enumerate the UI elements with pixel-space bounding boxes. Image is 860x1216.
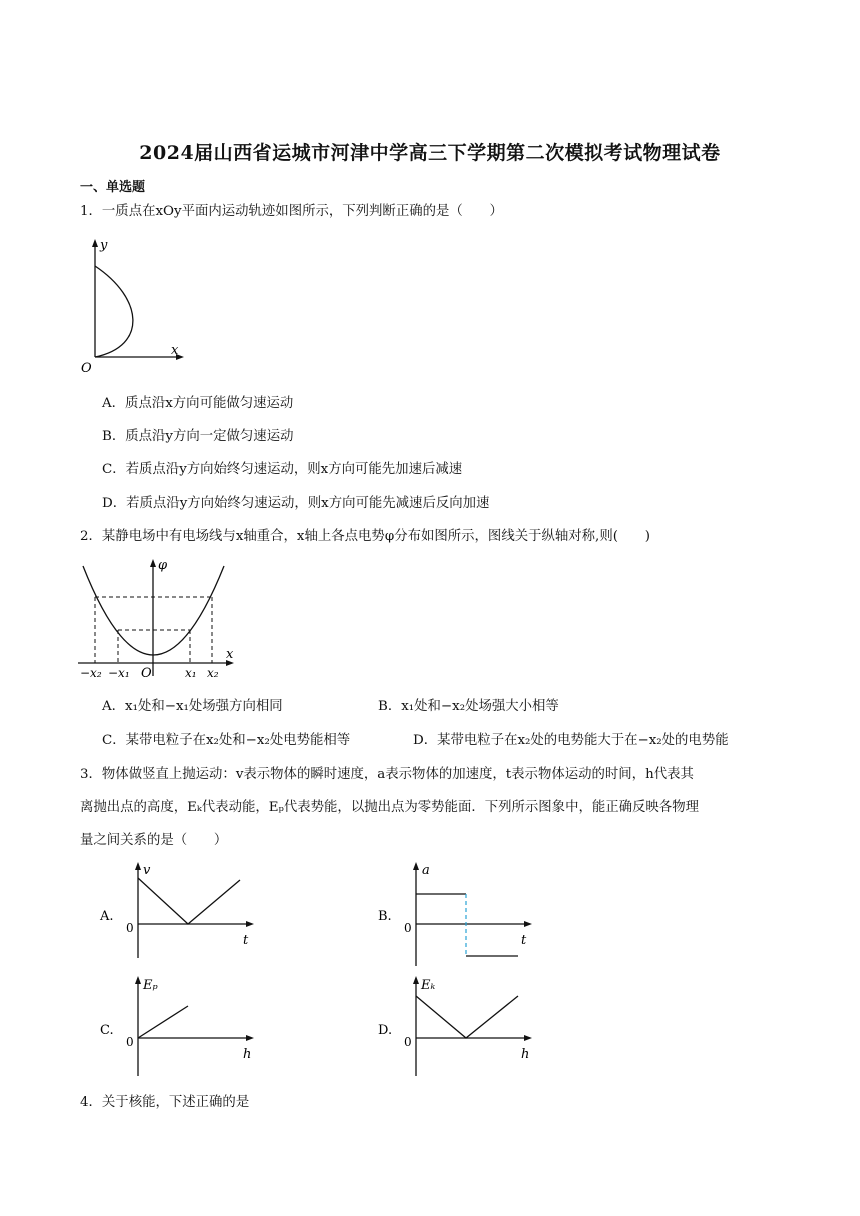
q2-option-c: C．某带电粒子在x₂处和−x₂处电势能相等 bbox=[102, 733, 351, 748]
q2-tick-x1: x₁ bbox=[185, 666, 197, 680]
q2-x-label: x bbox=[226, 647, 234, 662]
q3-graph-c-option: C. bbox=[100, 1023, 114, 1038]
q3-graph-d bbox=[378, 972, 568, 1082]
q3-graph-c bbox=[100, 972, 290, 1082]
q3-graph-a-option: A. bbox=[100, 909, 114, 924]
q3-graph-d-y-label: Eₖ bbox=[421, 978, 436, 993]
q1-y-label: y bbox=[100, 238, 108, 253]
q3-graph-c-y-label: Eₚ bbox=[143, 978, 158, 993]
q2-tick-x2: x₂ bbox=[207, 666, 219, 680]
q3-graph-a bbox=[100, 858, 290, 968]
q3-graph-b-option: B. bbox=[378, 909, 392, 924]
q3-graph-d-origin: 0 bbox=[404, 1035, 412, 1049]
q2-y-label: φ bbox=[158, 558, 168, 573]
q4-stem: 4．关于核能，下述正确的是 bbox=[80, 1095, 250, 1110]
q1-option-a: A．质点沿x方向可能做匀速运动 bbox=[102, 396, 294, 411]
q2-stem: 2．某静电场中有电场线与x轴重合，x轴上各点电势φ分布如图所示，图线关于纵轴对称,则( ) bbox=[80, 529, 650, 544]
q3-graph-d-x-label: h bbox=[521, 1047, 530, 1062]
q1-option-c: C．若质点沿y方向始终匀速运动，则x方向可能先加速后减速 bbox=[102, 462, 463, 477]
q2-origin-label: O bbox=[141, 666, 152, 681]
section-heading: 一、单选题 bbox=[80, 180, 146, 195]
q2-option-a: A．x₁处和−x₁处场强方向相同 bbox=[102, 699, 283, 714]
q2-option-b: B．x₁处和−x₂处场强大小相等 bbox=[378, 699, 559, 714]
q3-stem-line-1: 3．物体做竖直上抛运动：v表示物体的瞬时速度，a表示物体的加速度，t表示物体运动的时间，h代表其 bbox=[80, 767, 694, 782]
q3-graph-b-y-label: a bbox=[422, 863, 430, 878]
q3-stem-line-2: 离抛出点的高度，Eₖ代表动能，Eₚ代表势能，以抛出点为零势能面．下列所示图象中，能正确反映各物理 bbox=[80, 800, 699, 815]
q1-x-label: x bbox=[171, 343, 179, 358]
q3-graph-c-origin: 0 bbox=[126, 1035, 134, 1049]
q3-stem-line-3: 量之间关系的是（ ） bbox=[80, 833, 228, 848]
q1-origin-label: O bbox=[81, 361, 92, 376]
q3-graph-a-y-label: v bbox=[143, 863, 151, 878]
q1-stem: 1．一质点在xOy平面内运动轨迹如图所示，下列判断正确的是（ ） bbox=[80, 204, 503, 219]
q3-graph-c-x-label: h bbox=[243, 1047, 252, 1062]
q3-graph-b bbox=[378, 858, 568, 973]
q1-option-b: B．质点沿y方向一定做匀速运动 bbox=[102, 429, 294, 444]
q1-option-d: D．若质点沿y方向始终匀速运动，则x方向可能先减速后反向加速 bbox=[102, 496, 490, 511]
q1-trajectory-figure bbox=[78, 236, 188, 376]
q2-potential-figure bbox=[78, 556, 238, 686]
q2-tick-neg-x2: −x₂ bbox=[80, 666, 102, 680]
q3-graph-a-origin: 0 bbox=[126, 921, 134, 935]
q2-option-d: D．某带电粒子在x₂处的电势能大于在−x₂处的电势能 bbox=[413, 733, 729, 748]
q3-graph-b-origin: 0 bbox=[404, 921, 412, 935]
q3-graph-b-x-label: t bbox=[521, 933, 527, 948]
page-title: 2024届山西省运城市河津中学高三下学期第二次模拟考试物理试卷 bbox=[139, 142, 721, 164]
q2-tick-neg-x1: −x₁ bbox=[108, 666, 130, 680]
q3-graph-a-x-label: t bbox=[243, 933, 249, 948]
q3-graph-d-option: D. bbox=[378, 1023, 393, 1038]
